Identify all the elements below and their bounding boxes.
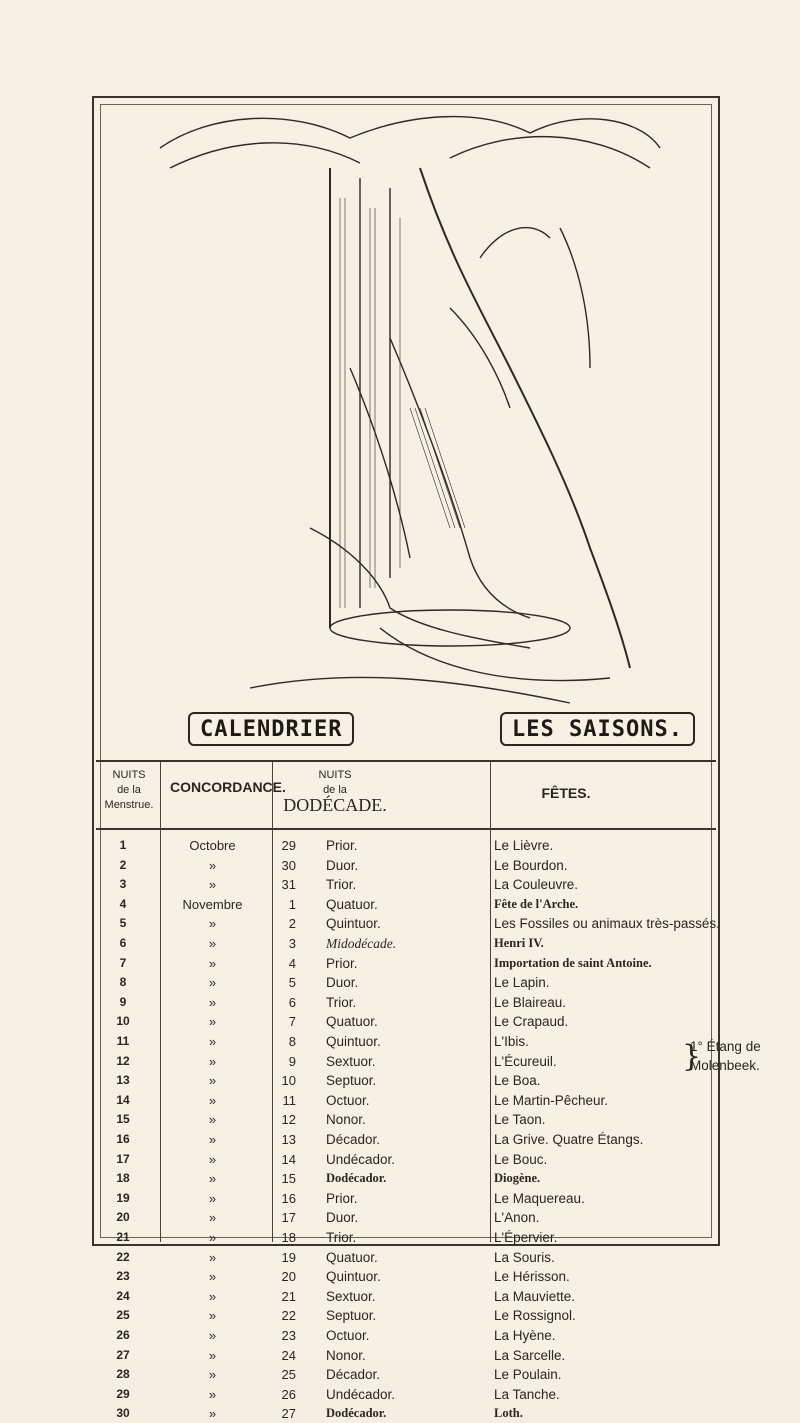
row-number: 28 <box>116 1367 130 1382</box>
dodecade-night: Quatuor. <box>326 896 378 912</box>
table-row <box>100 1169 712 1188</box>
row-number: 16 <box>116 1132 130 1146</box>
dodecade-night: Décador. <box>326 1367 381 1383</box>
fete-name: Fête de l'Arche. <box>494 896 579 911</box>
month-name: Novembre <box>182 896 243 912</box>
row-number: 17 <box>116 1151 130 1166</box>
month-day: 24 <box>281 1347 296 1363</box>
month-name: » <box>208 1034 217 1049</box>
row-number: 4 <box>119 896 127 911</box>
fete-name: La Souris. <box>494 1249 555 1265</box>
month-day: 21 <box>281 1288 296 1304</box>
month-name: » <box>208 936 217 951</box>
month-name: » <box>208 1014 217 1030</box>
dodecade-night: Décador. <box>326 1132 381 1147</box>
fete-name: Le Lapin. <box>494 975 550 991</box>
row-number: 27 <box>116 1347 130 1362</box>
row-number: 11 <box>116 1034 130 1048</box>
dodecade-night: Septuor. <box>326 1308 377 1324</box>
fete-name: Diogène. <box>494 1171 541 1186</box>
month-name: » <box>208 1132 217 1147</box>
month-day: 22 <box>281 1308 296 1324</box>
month-name: » <box>208 857 217 873</box>
table-row <box>100 1091 712 1110</box>
engraved-illustration <box>150 108 670 708</box>
month-day: 29 <box>281 838 296 853</box>
brace-glyph: } <box>682 1039 702 1074</box>
month-name: » <box>208 1092 217 1108</box>
table-row <box>100 1208 712 1227</box>
month-day: 17 <box>281 1210 296 1226</box>
row-number: 3 <box>119 877 127 892</box>
month-name: » <box>208 1073 217 1089</box>
month-name: » <box>208 1367 217 1383</box>
month-day: 13 <box>281 1132 296 1147</box>
month-name: Octobre <box>189 838 236 853</box>
fete-name: Le Boa. <box>494 1073 541 1089</box>
month-day: 14 <box>281 1151 296 1167</box>
month-name: » <box>208 1171 217 1187</box>
month-day: 12 <box>281 1112 296 1128</box>
month-day: 9 <box>288 1053 296 1069</box>
fete-name: L'Écureuil. <box>494 1053 557 1069</box>
dodecade-night: Dodécador. <box>326 1171 387 1186</box>
dodecade-night: Trior. <box>326 1230 357 1245</box>
month-name: » <box>208 994 217 1010</box>
row-number: 22 <box>116 1249 130 1264</box>
dodecade-night: Prior. <box>326 1190 358 1206</box>
month-name: » <box>208 1308 217 1324</box>
dodecade-night: Quatuor. <box>326 1014 378 1030</box>
dodecade-night: Nonor. <box>326 1112 366 1128</box>
dodecade-night: Trior. <box>326 877 357 893</box>
table-row <box>100 1110 712 1129</box>
month-day: 20 <box>281 1269 296 1285</box>
row-number: 12 <box>116 1053 130 1068</box>
dodecade-night: Septuor. <box>326 1073 377 1089</box>
dodecade-night: Prior. <box>326 838 358 853</box>
table-row <box>100 1150 712 1169</box>
month-name: » <box>208 1151 217 1167</box>
month-name: » <box>208 1288 217 1304</box>
dodecade-night: Octuor. <box>326 1092 370 1108</box>
fete-name: Le Hérisson. <box>494 1269 570 1285</box>
row-number: 21 <box>116 1230 130 1244</box>
month-name: » <box>208 1249 217 1265</box>
dodecade-night: Quintuor. <box>326 1269 381 1285</box>
month-day: 8 <box>288 1034 296 1049</box>
side-note-line: Molenbeek. <box>690 1058 760 1073</box>
row-number: 10 <box>116 1014 130 1029</box>
fete-name: L'Ibis. <box>494 1034 529 1049</box>
calendar-banner: CALENDRIER <box>188 712 354 746</box>
table-row <box>100 914 720 933</box>
month-day: 16 <box>281 1190 296 1206</box>
fete-name: Le Martin-Pêcheur. <box>494 1092 609 1108</box>
table-row <box>100 1012 712 1031</box>
row-number: 5 <box>119 916 127 931</box>
fete-name: L'Épervier. <box>494 1230 558 1245</box>
table-row <box>100 1306 712 1325</box>
row-number: 30 <box>116 1406 130 1421</box>
fete-name: Le Lièvre. <box>494 838 554 853</box>
month-day: 31 <box>281 877 296 893</box>
month-day: 26 <box>281 1386 296 1402</box>
month-day: 6 <box>288 994 296 1010</box>
month-name: » <box>208 1386 217 1402</box>
row-number: 23 <box>116 1269 130 1284</box>
fete-name: Le Maquereau. <box>494 1190 585 1206</box>
row-number: 7 <box>119 955 127 970</box>
dodecade-night: Octuor. <box>326 1328 370 1343</box>
table-row <box>100 1287 712 1306</box>
table-row <box>100 973 712 992</box>
table-row <box>100 1130 712 1149</box>
month-day: 5 <box>288 975 296 991</box>
month-name: » <box>208 1053 217 1069</box>
fete-name: Le Poulain. <box>494 1367 562 1383</box>
table-row <box>100 993 712 1012</box>
row-number: 24 <box>116 1288 130 1303</box>
row-number: 20 <box>116 1210 130 1225</box>
month-name: » <box>208 1230 217 1245</box>
table-row <box>100 1228 712 1247</box>
header-bottom-divider <box>96 828 716 830</box>
fete-name: Le Crapaud. <box>494 1014 569 1030</box>
fete-name: La Grive. Quatre Étangs. <box>494 1132 644 1147</box>
fete-name: L'Anon. <box>494 1210 540 1226</box>
month-name: » <box>208 1210 217 1226</box>
row-number: 29 <box>116 1386 130 1401</box>
dodecade-night: Sextuor. <box>326 1053 376 1069</box>
dodecade-night: Nonor. <box>326 1347 366 1363</box>
month-day: 2 <box>288 916 296 932</box>
fete-name: La Sarcelle. <box>494 1347 566 1363</box>
header-nuits-label: NUITS <box>112 769 146 781</box>
table-row <box>100 1404 712 1423</box>
dodecade-night: Undécador. <box>326 1151 396 1167</box>
table-row <box>100 934 712 953</box>
fete-name: Loth. <box>494 1406 523 1421</box>
row-number: 14 <box>116 1092 130 1107</box>
month-name: » <box>208 975 217 991</box>
month-day: 11 <box>282 1092 296 1108</box>
dodecade-night: Dodécador. <box>326 1406 387 1421</box>
header-de-la-label: de la <box>323 784 347 796</box>
table-row <box>100 1189 712 1208</box>
month-name: » <box>208 1269 217 1285</box>
month-day: 30 <box>281 857 296 873</box>
month-day: 23 <box>281 1328 296 1343</box>
month-day: 19 <box>281 1249 296 1265</box>
header-nuits-label: NUITS <box>318 769 352 781</box>
fete-name: Le Bourdon. <box>494 857 568 873</box>
fete-name: Importation de saint Antoine. <box>494 955 652 970</box>
dodecade-night: Trior. <box>326 994 357 1010</box>
table-row <box>100 836 712 855</box>
month-day: 25 <box>281 1367 296 1383</box>
dodecade-night: Prior. <box>326 955 358 971</box>
month-name: » <box>208 1328 217 1343</box>
row-number: 26 <box>116 1328 130 1342</box>
side-note <box>690 1037 800 1075</box>
dodecade-night: Quatuor. <box>326 1249 378 1265</box>
row-number: 6 <box>119 936 127 950</box>
row-number: 19 <box>116 1190 130 1205</box>
row-number: 18 <box>116 1171 130 1186</box>
fete-name: Les Fossiles ou animaux très-passés. <box>494 916 720 932</box>
table-row <box>100 895 712 914</box>
row-number: 13 <box>116 1073 130 1088</box>
dodecade-night: Undécador. <box>326 1386 396 1402</box>
month-day: 4 <box>288 955 296 971</box>
month-name: » <box>208 877 217 893</box>
table-row <box>100 954 712 973</box>
row-number: 8 <box>119 975 127 990</box>
dodecade-night: Duor. <box>326 975 359 991</box>
table-row <box>100 1032 712 1051</box>
table-row <box>100 1365 712 1384</box>
month-day: 27 <box>281 1406 296 1422</box>
fete-name: La Tanche. <box>494 1386 560 1402</box>
header-concordance: CONCORDANCE. <box>170 779 286 795</box>
month-day: 18 <box>281 1230 296 1245</box>
row-number: 25 <box>116 1308 130 1323</box>
dodecade-night: Quintuor. <box>326 916 381 932</box>
header-nuits-menstrue <box>100 768 158 813</box>
fete-name: Le Rossignol. <box>494 1308 576 1324</box>
month-name: » <box>208 1112 217 1128</box>
header-menstrue-label: Menstrue. <box>104 799 154 811</box>
header-top-divider <box>96 760 716 762</box>
header-dodecade-label: DODÉCADE. <box>283 795 387 815</box>
header-nuits-dodecade <box>270 768 400 813</box>
seasons-banner: LES SAISONS. <box>500 712 695 746</box>
row-number: 1 <box>119 838 127 852</box>
table-row <box>100 1071 712 1090</box>
fete-name: Le Taon. <box>494 1112 546 1128</box>
table-row <box>100 875 712 894</box>
table-row <box>100 1267 712 1286</box>
row-number: 9 <box>119 994 127 1009</box>
month-name: » <box>208 1347 217 1363</box>
dodecade-night: Quintuor. <box>326 1034 381 1049</box>
month-day: 15 <box>281 1171 296 1187</box>
dodecade-night: Midodécade. <box>326 936 397 951</box>
month-name: » <box>208 955 217 971</box>
month-day: 1 <box>288 896 296 912</box>
table-row <box>100 856 712 875</box>
dodecade-night: Duor. <box>326 857 359 873</box>
table-row <box>100 1346 712 1365</box>
fete-name: Le Bouc. <box>494 1151 548 1167</box>
fete-name: Le Blaireau. <box>494 994 567 1010</box>
table-row <box>100 1052 712 1071</box>
header-fetes: FÊTES. <box>541 785 591 801</box>
table-row <box>100 1385 712 1404</box>
fete-name: La Couleuvre. <box>494 877 579 893</box>
month-day: 7 <box>288 1014 296 1030</box>
table-row <box>100 1326 712 1345</box>
row-number: 15 <box>116 1112 130 1127</box>
fete-name: Henri IV. <box>494 936 544 950</box>
month-day: 3 <box>288 936 296 951</box>
row-number: 2 <box>119 857 127 872</box>
dodecade-night: Sextuor. <box>326 1288 376 1304</box>
month-name: » <box>208 1406 217 1422</box>
side-note-line: 1° Étang de <box>690 1039 761 1054</box>
month-name: » <box>208 916 217 932</box>
month-day: 10 <box>281 1073 296 1089</box>
fete-name: La Hyène. <box>494 1328 556 1343</box>
header-de-la-label: de la <box>117 784 141 796</box>
table-row <box>100 1248 712 1267</box>
month-name: » <box>208 1190 217 1206</box>
dodecade-night: Duor. <box>326 1210 359 1226</box>
fete-name: La Mauviette. <box>494 1288 576 1304</box>
